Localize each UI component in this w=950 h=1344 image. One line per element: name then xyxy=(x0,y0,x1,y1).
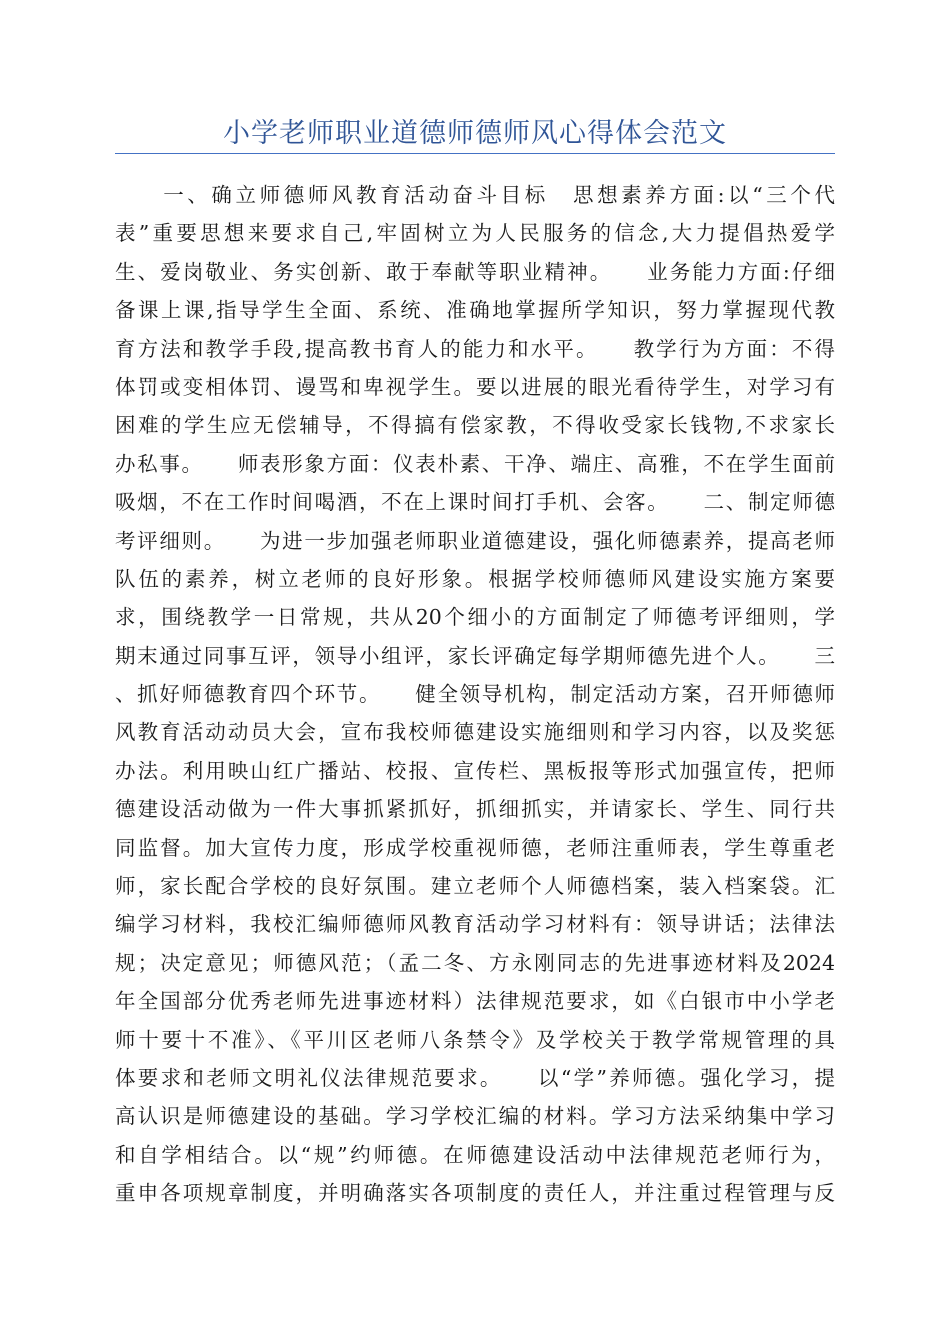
body-line: 师十要十不准》、《平川区老师八条禁令》及学校关于教学常规管理的具 xyxy=(115,1027,835,1052)
body-line: 同监督。加大宣传力度，形成学校重视师德，老师注重师表，学生尊重老 xyxy=(115,835,835,860)
body-line: 育方法和教学手段,提高教书育人的能力和水平。 教学行为方面：不得 xyxy=(115,336,835,361)
body-line: 困难的学生应无偿辅导，不得搞有偿家教，不得收受家长钱物,不求家长 xyxy=(115,413,835,438)
body-line: 师，家长配合学校的良好氛围。建立老师个人师德档案，装入档案袋。汇 xyxy=(115,874,835,899)
body-line: 生、爱岗敬业、务实创新、敢于奉献等职业精神。 业务能力方面:仔细 xyxy=(115,259,835,284)
body-line: 和自学相结合。以“规”约师德。在师德建设活动中法律规范老师行为， xyxy=(115,1142,835,1167)
body-line: 编学习材料，我校汇编师德师风教育活动学习材料有：领导讲话；法律法 xyxy=(115,912,835,937)
body-line: 高认识是师德建设的基础。学习学校汇编的材料。学习方法采纳集中学习 xyxy=(115,1104,835,1129)
body-line: 考评细则。 为进一步加强老师职业道德建设，强化师德素养，提高老师 xyxy=(115,528,835,553)
body-line: 规；决定意见；师德风范；（孟二冬、方永刚同志的先进事迹材料及2024 xyxy=(115,950,835,975)
body-line: 办私事。 师表形象方面：仪表朴素、干净、端庄、高雅，不在学生面前 xyxy=(115,451,835,476)
body-line: 办法。利用映山红广播站、校报、宣传栏、黑板报等形式加强宣传，把师 xyxy=(115,758,835,783)
title-underline xyxy=(115,153,835,154)
body-line: 体罚或变相体罚、谩骂和卑视学生。要以进展的眼光看待学生，对学习有 xyxy=(115,374,835,399)
body-line: 求，围绕教学一日常规，共从20个细小的方面制定了师德考评细则，学 xyxy=(115,605,835,630)
document-title: 小学老师职业道德师德师风心得体会范文 xyxy=(223,118,727,149)
body-line: 备课上课,指导学生全面、系统、准确地掌握所学知识，努力掌握现代教 xyxy=(115,298,835,323)
document-body xyxy=(115,176,835,1213)
body-line: 、抓好师德教育四个环节。 健全领导机构，制定活动方案，召开师德师 xyxy=(115,682,835,707)
body-line: 队伍的素养，树立老师的良好形象。根据学校师德师风建设实施方案要 xyxy=(115,566,835,591)
body-line: 体要求和老师文明礼仪法律规范要求。 以“学”养师德。强化学习，提 xyxy=(115,1065,835,1090)
body-line: 吸烟，不在工作时间喝酒，不在上课时间打手机、会客。 二、制定师德 xyxy=(115,490,835,515)
body-line: 表”重要思想来要求自己,牢固树立为人民服务的信念,大力提倡热爱学 xyxy=(115,221,835,246)
body-line: 一、确立师德师风教育活动奋斗目标 思想素养方面:以“三个代 xyxy=(115,183,835,207)
body-line: 年全国部分优秀老师先进事迹材料）法律规范要求，如《白银市中小学老 xyxy=(115,989,835,1014)
body-line: 期末通过同事互评，领导小组评，家长评确定每学期师德先进个人。 三 xyxy=(115,643,835,668)
body-line: 风教育活动动员大会，宣布我校师德建设实施细则和学习内容，以及奖惩 xyxy=(115,720,835,745)
body-line: 重申各项规章制度，并明确落实各项制度的责任人，并注重过程管理与反 xyxy=(115,1181,835,1206)
body-line: 德建设活动做为一件大事抓紧抓好，抓细抓实，并请家长、学生、同行共 xyxy=(115,797,835,822)
